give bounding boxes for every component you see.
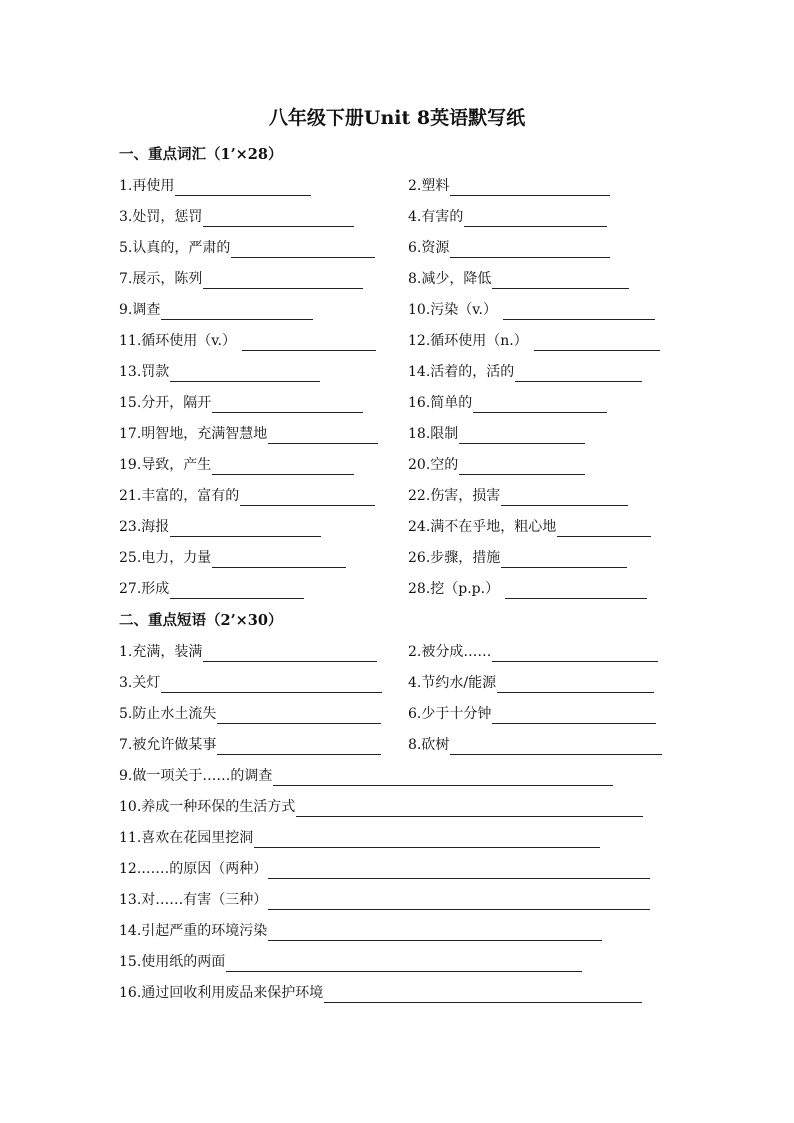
section-vocabulary-heading: 一、重点词汇（1’×28） [119,146,283,163]
answer-blank[interactable] [557,519,651,537]
phrase-label: 13.对……有害（三种） [119,892,268,908]
page-title: 八年级下册Unit 8英语默写纸 [268,107,526,129]
vocab-item [408,484,628,506]
vocab-label: 20.空的 [408,457,459,473]
answer-blank[interactable] [492,271,629,289]
phrase-item [119,888,650,910]
vocab-item [119,360,320,382]
answer-blank[interactable] [497,675,654,693]
vocab-item [119,329,376,351]
vocab-item [408,546,627,568]
phrase-label: 2.被分成…… [408,644,492,660]
answer-blank[interactable] [240,488,375,506]
answer-blank[interactable] [268,861,650,879]
answer-blank[interactable] [217,706,381,724]
phrase-item [119,950,582,972]
answer-blank[interactable] [175,178,311,196]
answer-blank[interactable] [231,240,375,258]
phrase-label: 15.使用纸的两面 [119,954,226,970]
answer-blank[interactable] [217,737,381,755]
vocab-label: 2.塑料 [408,178,450,194]
vocab-label: 11.循环使用（v.） [119,333,236,349]
answer-blank[interactable] [503,302,655,320]
answer-blank[interactable] [212,550,346,568]
answer-blank[interactable] [450,737,662,755]
vocab-item [119,422,378,444]
vocab-label: 14.活着的，活的 [408,364,515,380]
vocab-label: 19.导致，产生 [119,457,212,473]
vocab-item [408,298,655,320]
answer-blank[interactable] [273,768,613,786]
answer-blank[interactable] [501,488,628,506]
vocab-label: 4.有害的 [408,209,464,225]
answer-blank[interactable] [161,675,382,693]
vocab-item [408,236,610,258]
phrase-label: 16.通过回收利用废品来保护环境 [119,985,324,1001]
answer-blank[interactable] [450,240,610,258]
answer-blank[interactable] [212,395,363,413]
answer-blank[interactable] [515,364,642,382]
vocab-label: 17.明智地，充满智慧地 [119,426,268,442]
vocab-label: 23.海报 [119,519,170,535]
vocab-label: 9.调查 [119,302,161,318]
vocab-item [119,298,313,320]
vocab-label: 12.循环使用（n.） [408,333,528,349]
phrase-item [119,640,377,662]
vocab-item [119,546,346,568]
answer-blank[interactable] [464,209,607,227]
phrase-item [408,733,662,755]
answer-blank[interactable] [161,302,313,320]
answer-blank[interactable] [212,457,354,475]
phrase-label: 9.做一项关于……的调查 [119,768,273,784]
vocab-label: 22.伤害，损害 [408,488,501,504]
answer-blank[interactable] [268,892,650,910]
answer-blank[interactable] [268,923,602,941]
vocab-label: 26.步骤，措施 [408,550,501,566]
vocab-item [119,484,375,506]
answer-blank[interactable] [203,271,363,289]
phrase-item [408,671,654,693]
phrase-item [119,764,613,786]
vocab-label: 15.分开，隔开 [119,395,212,411]
phrase-label: 8.砍树 [408,737,450,753]
vocab-item [408,267,629,289]
answer-blank[interactable] [226,954,582,972]
phrase-item [408,640,658,662]
phrase-item [119,826,600,848]
vocab-item [119,205,354,227]
answer-blank[interactable] [459,426,585,444]
vocab-item [119,236,375,258]
answer-blank[interactable] [254,830,600,848]
answer-blank[interactable] [450,178,610,196]
vocab-item [408,422,585,444]
phrase-item [119,795,643,817]
vocab-item [408,577,647,599]
vocab-item [119,515,321,537]
phrase-label: 4.节约水/能源 [408,675,497,691]
vocab-item [119,577,304,599]
vocab-label: 8.减少，降低 [408,271,492,287]
vocab-label: 25.电力，力量 [119,550,212,566]
answer-blank[interactable] [459,457,585,475]
vocab-label: 10.污染（v.） [408,302,497,318]
phrase-label: 6.少于十分钟 [408,706,492,722]
answer-blank[interactable] [242,333,376,351]
answer-blank[interactable] [170,364,320,382]
vocab-label: 28.挖（p.p.） [408,581,500,597]
vocab-label: 24.满不在乎地，粗心地 [408,519,557,535]
vocab-label: 1.再使用 [119,178,175,194]
answer-blank[interactable] [324,985,642,1003]
phrase-item [119,702,381,724]
vocab-label: 5.认真的，严肃的 [119,240,231,256]
phrase-item [119,671,382,693]
phrase-label: 3.关灯 [119,675,161,691]
vocab-item [408,391,607,413]
vocab-label: 16.简单的 [408,395,473,411]
answer-blank[interactable] [296,799,643,817]
phrase-item [119,733,381,755]
vocab-item [408,329,660,351]
vocab-label: 13.罚款 [119,364,170,380]
vocab-item [408,360,642,382]
phrase-item [119,857,650,879]
answer-blank[interactable] [492,644,658,662]
vocab-item [408,205,607,227]
vocab-label: 3.处罚，惩罚 [119,209,203,225]
answer-blank[interactable] [203,209,354,227]
vocab-label: 18.限制 [408,426,459,442]
answer-blank[interactable] [170,581,304,599]
phrase-label: 1.充满，装满 [119,644,203,660]
answer-blank[interactable] [492,706,656,724]
vocab-item [119,391,363,413]
vocab-item [119,174,311,196]
phrase-label: 7.被允许做某事 [119,737,217,753]
answer-blank[interactable] [501,550,627,568]
vocab-item [408,174,610,196]
phrase-label: 5.防止水土流失 [119,706,217,722]
answer-blank[interactable] [534,333,660,351]
vocab-label: 21.丰富的，富有的 [119,488,240,504]
answer-blank[interactable] [473,395,607,413]
vocab-item [408,515,651,537]
section-phrases-heading: 二、重点短语（2’×30） [119,612,283,629]
vocab-item [119,267,363,289]
answer-blank[interactable] [268,426,378,444]
phrase-label: 14.引起严重的环境污染 [119,923,268,939]
answer-blank[interactable] [170,519,321,537]
answer-blank[interactable] [203,644,377,662]
vocab-label: 7.展示，陈列 [119,271,203,287]
vocab-label: 6.资源 [408,240,450,256]
phrase-label: 10.养成一种环保的生活方式 [119,799,296,815]
vocab-item [119,453,354,475]
phrase-label: 12.……的原因（两种） [119,861,268,877]
phrase-item [408,702,656,724]
phrase-item [119,981,642,1003]
phrase-item [119,919,602,941]
answer-blank[interactable] [505,581,647,599]
vocab-item [408,453,585,475]
vocab-label: 27.形成 [119,581,170,597]
phrase-label: 11.喜欢在花园里挖洞 [119,830,254,846]
